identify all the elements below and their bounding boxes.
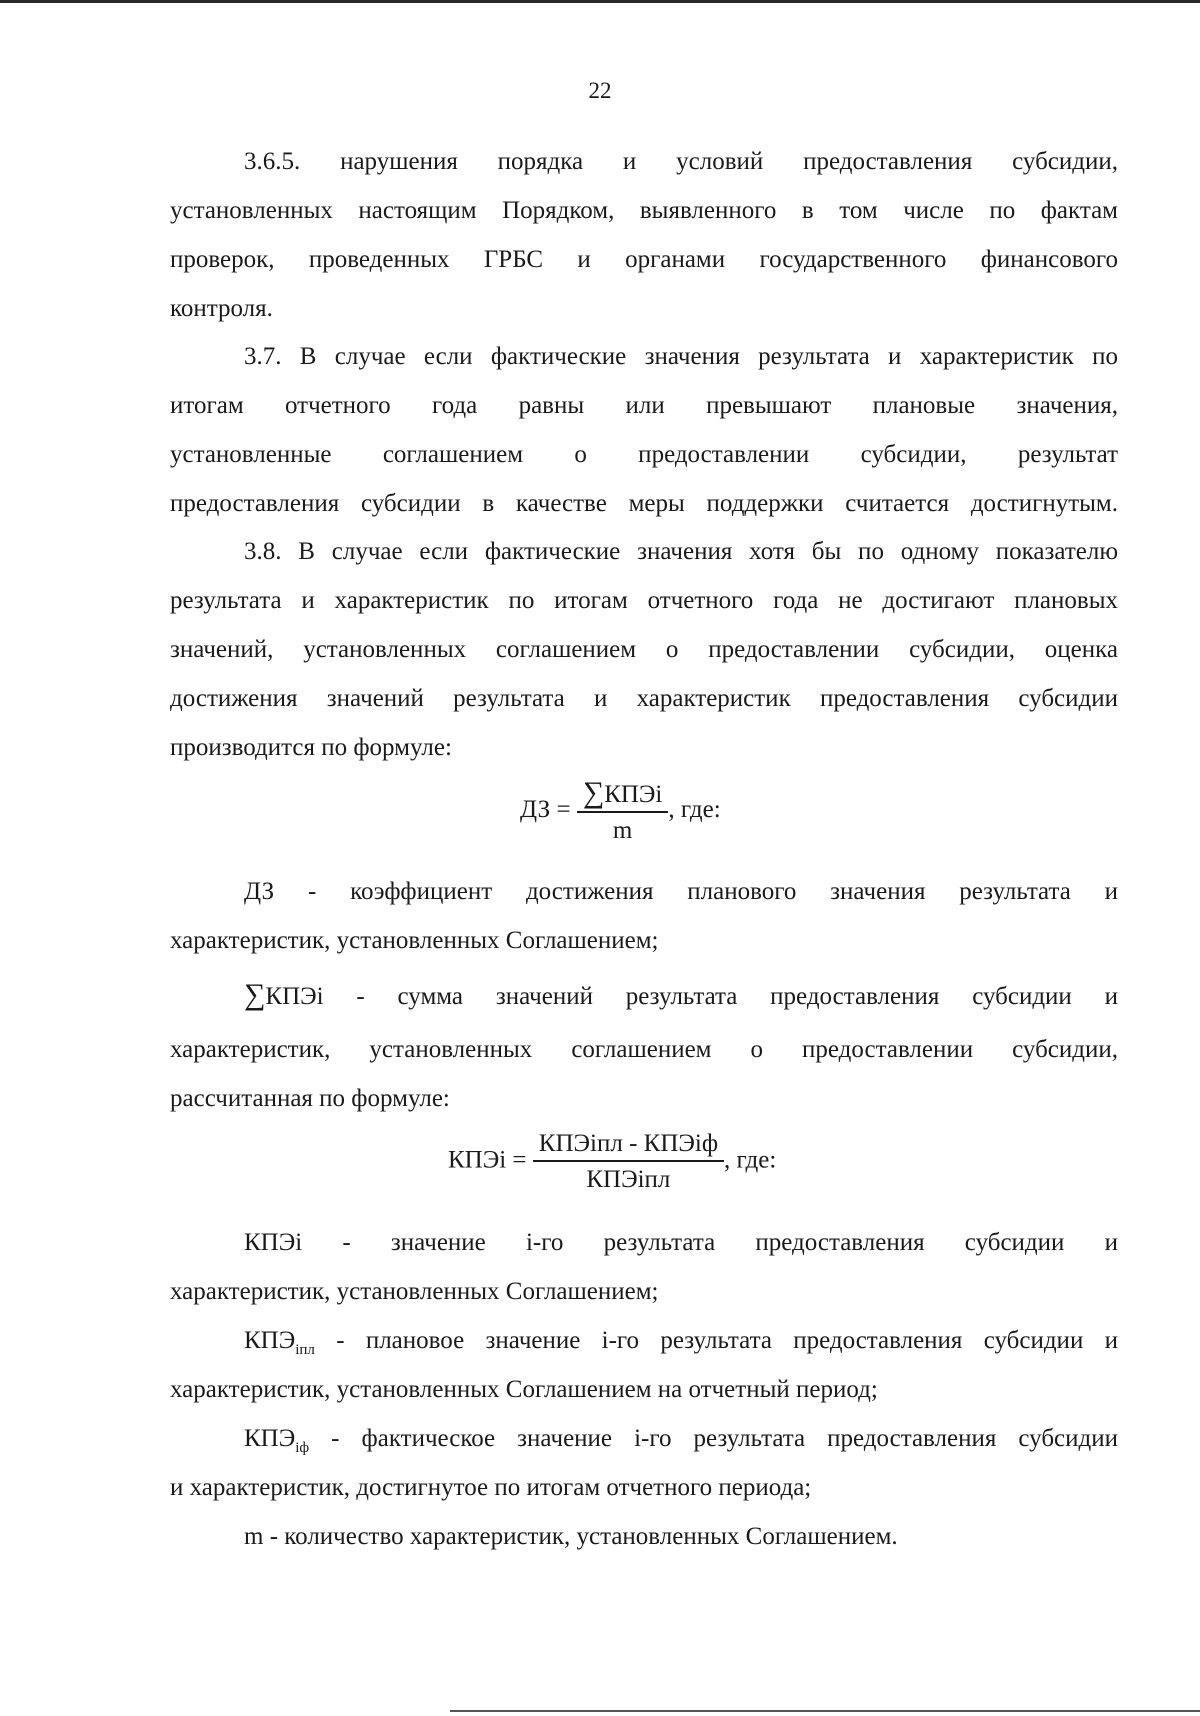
paragraph-3-6-5-line-4: контроля. (170, 295, 273, 322)
paragraph-3-8-line-1: 3.8. В случае если фактические значения хотя бы по одному показателю (244, 538, 1118, 565)
definition-dz-line-2: характеристик, установленных Соглашением; (170, 927, 659, 954)
definition-kpeif-line-2: и характеристик, достигнутое по итогам отчетного периода; (170, 1474, 812, 1501)
sigma-symbol: ∑ (244, 978, 266, 1011)
paragraph-3-6-5-line-2: установленных настоящим Порядком, выявленного в том числе по фактам (170, 197, 1118, 224)
formula-dz-lhs: ДЗ = (520, 796, 571, 824)
formula-dz-suffix: , где: (668, 796, 721, 824)
paragraph-3-7-line-1: 3.7. В случае если фактические значения результата и характеристик по (244, 343, 1118, 370)
formula-kpei (448, 1130, 776, 1194)
formula-dz-numerator: ∑КПЭi (577, 778, 669, 813)
definition-m: m - количество характеристик, установленных Соглашением. (244, 1523, 898, 1550)
formula-kpei-denominator: КПЭiпл (586, 1166, 671, 1193)
definition-kpeif-line-1: $КПЭ_{iф}$ - фактическое значение i-го результата предоставления субсидии (244, 1425, 1118, 1456)
paragraph-3-7-line-4: предоставления субсидии в качестве меры поддержки считается достигнутым. (170, 490, 1118, 517)
page-number: 22 (588, 78, 612, 103)
formula-dz-denominator: m (612, 817, 633, 844)
definition-dz-line-1: ДЗ - коэффициент достижения планового значения результата и (244, 878, 1118, 905)
paragraph-3-8-line-3: значений, установленных соглашением о предоставлении субсидии, оценка (170, 636, 1118, 663)
subscript-if: iф (295, 1440, 310, 1456)
definition-kpei-line-2: характеристик, установленных Соглашением; (170, 1278, 659, 1305)
definition-sum-line-3: рассчитанная по формуле: (170, 1085, 450, 1112)
paragraph-3-6-5-line-3: проверок, проведенных ГРБС и органами государственного финансового (170, 246, 1118, 273)
definition-kpeipl-line-2: характеристик, установленных Соглашением на отчетный период; (170, 1376, 878, 1403)
formula-kpei-numerator: КПЭiпл - КПЭiф (533, 1130, 724, 1162)
paragraph-3-6-5-line-1: 3.6.5. нарушения порядка и условий предоставления субсидии, (244, 148, 1118, 175)
paragraph-3-8-line-5: производится по формуле: (170, 734, 452, 761)
paragraph-3-8-line-2: результата и характеристик по итогам отчетного года не достигают плановых (170, 587, 1118, 614)
definition-sum-line-2: характеристик, установленных соглашением о предоставлении субсидии, (170, 1036, 1118, 1063)
formula-kpei-fraction (533, 1130, 724, 1194)
subscript-ipl: iпл (295, 1342, 315, 1358)
formula-dz (520, 778, 721, 845)
scan-top-edge (0, 0, 1200, 3)
paragraph-3-8-line-4: достижения значений результата и характеристик предоставления субсидии (170, 685, 1118, 712)
sigma-symbol: ∑ (582, 776, 605, 809)
paragraph-3-7-line-2: итогам отчетного года равны или превышают плановые значения, (170, 392, 1118, 419)
definition-sum-line-1: ∑КПЭi - сумма значений результата предоставления субсидии и (244, 978, 1118, 1011)
paragraph-3-7-line-3: установленные соглашением о предоставлении субсидии, результат (170, 441, 1118, 468)
formula-kpei-lhs: КПЭi = (448, 1146, 527, 1174)
formula-kpei-suffix: , где: (724, 1146, 777, 1174)
scan-bottom-edge (450, 1710, 1200, 1712)
formula-dz-fraction (577, 778, 669, 845)
definition-kpei-line-1: КПЭi - значение i-го результата предоставления субсидии и (244, 1229, 1118, 1256)
definition-kpeipl-line-1: $КПЭ_{iпл}$ - плановое значение i-го результата предоставления субсидии и (244, 1327, 1118, 1358)
